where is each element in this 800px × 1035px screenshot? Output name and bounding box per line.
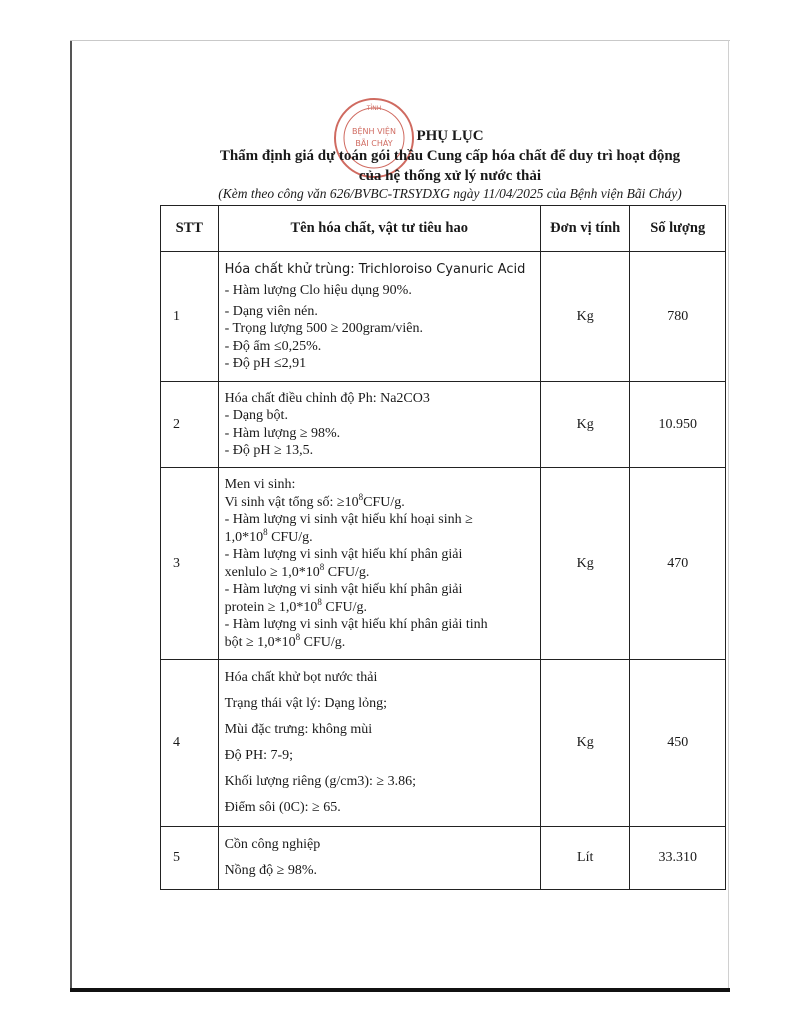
row-stt: 5 <box>161 827 219 890</box>
page-edge-bottom <box>70 988 730 992</box>
item-detail: $1,0*10^8$ CFU/g. <box>224 526 313 545</box>
item-detail: Vi sinh vật tổng số: $\ge 10^8CFU/g$. <box>224 491 405 510</box>
row-unit: Kg <box>540 660 629 827</box>
item-detail: - Hàm lượng Clo hiệu dụng 90%. <box>224 283 412 298</box>
item-detail: - Hàm lượng vi sinh vật hiếu khí phân giải <box>224 582 463 597</box>
item-detail: Khối lượng riêng (g/cm3): ≥ 3.86; <box>224 774 416 789</box>
item-detail: - Hàm lượng vi sinh vật hiếu khí hoại sinh ≥ <box>224 512 473 527</box>
appendix-title: PHỤ LỤC <box>416 128 484 144</box>
row-unit: Kg <box>540 382 629 468</box>
row-stt: 3 <box>161 468 219 660</box>
page-edge-top <box>70 40 730 41</box>
item-name: Men vi sinh: <box>224 477 296 492</box>
appendix-subtitle-line2: của hệ thống xử lý nước thải <box>358 168 542 184</box>
item-detail: - Độ ẩm ≤0,25%. <box>224 338 322 354</box>
col-unit: Đơn vị tính <box>540 206 629 252</box>
row-stt: 4 <box>161 660 219 827</box>
item-name: Cồn công nghiệp <box>224 837 321 852</box>
item-detail: Nồng độ ≥ 98%. <box>224 863 318 878</box>
row-name-cell <box>218 468 540 660</box>
item-name: Hóa chất điều chỉnh độ Ph: Na2CO3 <box>224 390 430 406</box>
item-name: Hóa chất khử trùng: Trichloroiso Cyanuric Acid <box>224 261 526 277</box>
item-detail: protein ≥ $1,0*10^8$ CFU/g. <box>224 596 368 615</box>
appendix-reference: (Kèm theo công văn 626/BVBC-TRSYDXG ngày 11/04/2025 của Bệnh viện Bãi Cháy) <box>218 186 682 201</box>
row-quantity: 10.950 <box>630 382 726 468</box>
row-name-cell <box>218 382 540 468</box>
table-row <box>161 252 726 382</box>
page-edge-left <box>70 40 72 990</box>
table-row <box>161 468 726 660</box>
svg-text:BÃI CHÁY: BÃI CHÁY <box>355 139 393 148</box>
row-unit: Kg <box>540 468 629 660</box>
row-unit: Lít <box>540 827 629 890</box>
chemicals-table <box>160 205 726 890</box>
item-detail: Độ PH: 7-9; <box>224 748 294 763</box>
item-detail: - Dạng viên nén. <box>224 303 318 319</box>
item-detail: - Hàm lượng vi sinh vật hiếu khí phân giải <box>224 547 463 562</box>
item-name: Hóa chất khử bọt nước thải <box>224 670 378 685</box>
item-detail: Điểm sôi (0C): ≥ 65. <box>224 800 341 815</box>
row-quantity: 450 <box>630 660 726 827</box>
row-name-cell <box>218 660 540 827</box>
table-row <box>161 660 726 827</box>
table-row <box>161 382 726 468</box>
item-detail: - Hàm lượng vi sinh vật hiếu khí phân giải tinh <box>224 617 488 632</box>
row-name-cell <box>218 827 540 890</box>
item-detail: xenlulo ≥ $1,0*10^8$ CFU/g. <box>224 561 370 580</box>
item-detail: Trạng thái vật lý: Dạng lỏng; <box>224 696 387 711</box>
svg-text:BỆNH VIỆN: BỆNH VIỆN <box>352 127 396 136</box>
item-detail: - Độ pH ≤2,91 <box>224 356 307 371</box>
item-detail: - Hàm lượng ≥ 98%. <box>224 425 341 441</box>
item-detail: Mùi đặc trưng: không mùi <box>224 722 373 737</box>
item-detail: - Dạng bột. <box>224 408 288 423</box>
svg-text:TỈNH: TỈNH <box>366 105 382 112</box>
row-quantity: 470 <box>630 468 726 660</box>
item-detail: - Độ pH ≥ 13,5. <box>224 443 314 458</box>
row-name-cell <box>218 252 540 382</box>
item-detail: bột ≥ $1,0*10^8$ CFU/g. <box>224 631 346 650</box>
item-detail: - Trọng lượng 500 ≥ 200gram/viên. <box>224 321 424 336</box>
row-stt: 2 <box>161 382 219 468</box>
row-quantity: 33.310 <box>630 827 726 890</box>
table-row <box>161 827 726 890</box>
row-stt: 1 <box>161 252 219 382</box>
row-unit: Kg <box>540 252 629 382</box>
col-quantity: Số lượng <box>630 206 726 252</box>
col-stt: STT <box>161 206 219 252</box>
table-header-row <box>161 206 726 252</box>
appendix-subtitle-line1: Thẩm định giá dự toán gói thầu Cung cấp hóa chất để duy trì hoạt động <box>219 148 681 164</box>
col-name: Tên hóa chất, vật tư tiêu hao <box>218 206 540 252</box>
row-quantity: 780 <box>630 252 726 382</box>
